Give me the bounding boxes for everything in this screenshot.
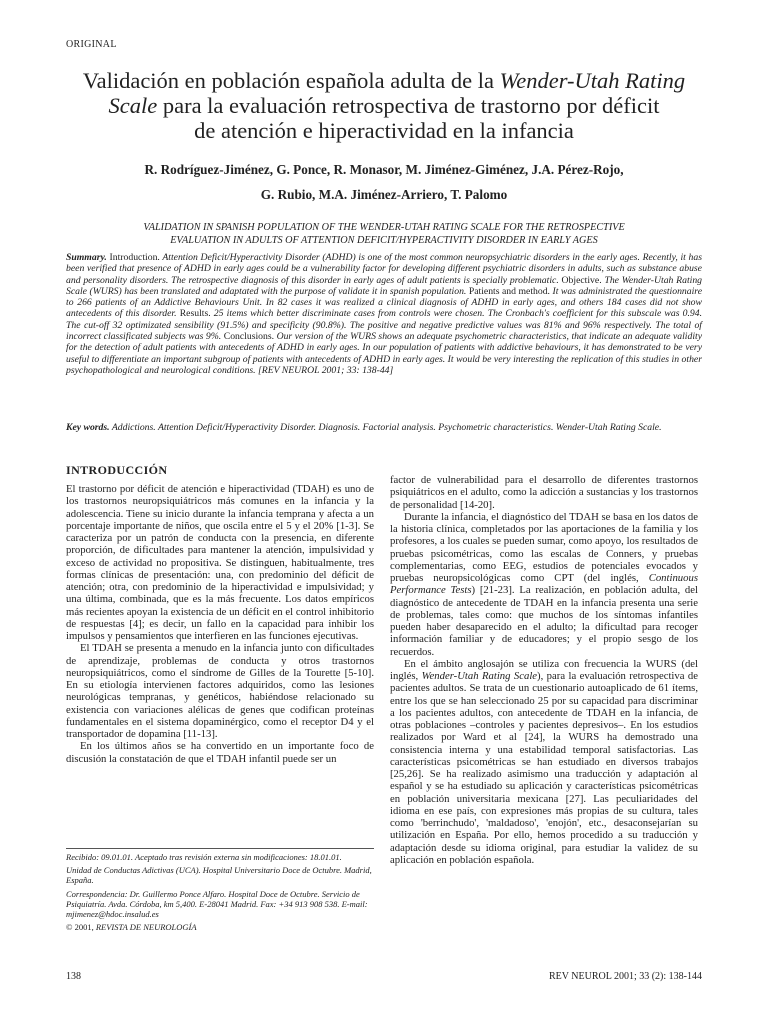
footnote-divider bbox=[66, 848, 374, 849]
received-note: Recibido: 09.01.01. Aceptado tras revisión externa sin modificaciones: 18.01.01. bbox=[66, 852, 342, 862]
conclusions-text: Our version of the WURS shows an adequate psychometric characteristics, that indicate an adequate validity for the detection of adult patients with antecedents of ADHD in early ages. In our population of patients with addictive behaviours, it has demonstrated to be very useful to differentiate an important subgroup of patients with antecedents of ADHD in early ages. It would be very interesting the replication of this studies in other psychopathological and neurological conditions. [REV NEUROL 2001; 33: 138-44] bbox=[66, 331, 703, 376]
paragraph-text: Durante la infancia, el diagnóstico del TDAH se basa en los datos de la historia clínica, completados por las aportaciones de la familia y los profesores, a los cuales se pueden sumar, como apoyo, los resultados de pruebas psicométricas, como las escalas de Conners, y pruebas complementarias, como EEG, estudios de potenciales evocados y pruebas neuropsicológicas como CPT (del inglés, bbox=[390, 510, 698, 584]
left-column bbox=[66, 462, 374, 765]
authors-line1: R. Rodríguez-Jiménez, G. Ponce, R. Monasor, M. Jiménez-Giménez, J.A. Pérez-Rojo, bbox=[144, 162, 624, 177]
paragraph-text: ), para la evaluación retrospectiva de pacientes adultos. Se trata de un cuestionario autoaplicado de 61 ítems, entre los que se han seleccionado 25 por su capacidad para discriminar a los pacientes adultos, con antecedente de TDAH en la infancia, de otras poblaciones –controles y pacientes depresivos–. En los estudios realizados por Ward et al [24], la WURS ha demostrado una consistencia interna y una estabilidad temporal satisfactorias. Las características psicométricas se han estudiado en diversos trabajos [25,26]. Se ha realizado asimismo una traducción y adaptación al español y se ha estudiado su aplicación y características psicométricas en población universitaria mexicana [27]. Las peculiaridades del idioma en ese país, con expresiones más propias de su cultura, tales como 'berrinchudo', 'maldadoso', 'enojón', etc., desaconsejarían su utilización en España. Por ello, hemos procedido a su traducción y adaptación desde su idioma original, para estudiar la validez de su aplicación en población española. bbox=[390, 670, 698, 866]
keywords-text: Addictions. Attention Deficit/Hyperactivity Disorder. Diagnosis. Factorial analysis. Psychometric characteristics. Wender-Utah Rating Scale. bbox=[111, 422, 662, 433]
conclusions-label: Conclusions. bbox=[223, 331, 275, 343]
summary-block bbox=[66, 252, 702, 376]
introduccion-heading: INTRODUCCIÓN bbox=[66, 463, 168, 477]
journal-reference: REV NEUROL 2001; 33 (2): 138-144 bbox=[548, 971, 702, 982]
paragraph-text: ) [21-23]. La realización, en población adulta, del diagnóstico de antecedente de TDAH en la infancia presenta una serie de problemas, tales como: que muchos de los síntomas infantiles pueden haber desaparecido en el adulto; la dificultad para recoger información familiar y de educadores; y el propio sesgo de los recuerdos. bbox=[390, 584, 698, 658]
paragraph-italic: Continuous Performance Tests bbox=[390, 572, 698, 597]
objective-label: Objective. bbox=[561, 274, 602, 286]
title-line2-text: para la evaluación retrospectiva de trastorno por déficit bbox=[157, 93, 660, 118]
paragraph: En los últimos años se ha convertido en un importante foco de discusión la constatación de que el TDAH infantil puede ser un bbox=[66, 740, 374, 765]
english-title-line1: VALIDATION IN SPANISH POPULATION OF THE WENDER-UTAH RATING SCALE FOR THE RETROSPECTIVE bbox=[143, 222, 625, 233]
right-column bbox=[390, 474, 698, 866]
paragraph bbox=[390, 658, 698, 866]
results-label: Results. bbox=[179, 308, 211, 320]
footnotes bbox=[66, 852, 374, 935]
introduction-text: Attention Deficit/Hyperactivity Disorder (ADHD) is one of the most common neuropsychiatric disorders in the early ages. Recently, it has been verified that presence of ADHD in early ages could be a vulnerability factor for developing different psychiatric disorders in adults, such as substance abuse and personality disorders. The retrospective diagnosis of this disorder in early ages of adult patients is specially problematic. bbox=[66, 252, 703, 286]
english-title bbox=[66, 222, 702, 247]
paragraph-text: En el ámbito anglosajón se utiliza con frecuencia la WURS (del inglés, bbox=[390, 657, 698, 682]
introduction-label: Introduction. bbox=[109, 252, 160, 263]
title-line1-italic: Wender-Utah Rating bbox=[499, 68, 686, 93]
copyright-note bbox=[66, 922, 374, 932]
title-line2-italic: Scale bbox=[108, 93, 158, 118]
methods-text: It was administrated the questionnaire to 266 patients of an Addictive Behaviours Unit. In 82 cases it was realized a clinical diagnosis of ADHD in early ages, and others 184 cases did not show antecedents of this disorder. bbox=[66, 285, 702, 320]
author-list bbox=[60, 157, 708, 207]
copyright-journal: REVISTA DE NEUROLOGÍA bbox=[95, 922, 197, 933]
keywords-block bbox=[66, 422, 702, 433]
article-title bbox=[60, 68, 708, 143]
objective-text: The Wender-Utah Rating Scale (WURS) has been translated and adaptated with the purpose of validate it in spanish population. bbox=[66, 274, 703, 297]
paragraph-italic: Wender-Utah Rating Scale bbox=[421, 670, 538, 682]
paragraph bbox=[390, 511, 698, 658]
correspondence-note: Correspondencia: Dr. Guillermo Ponce Alfaro. Hospital Doce de Octubre. Servicio de Psiquiatría. Avda. Córdoba, km 5,400. E-28041 Madrid. Fax: +34 913 908 538. E-mail: mjimenez@hdoc.insalud.es bbox=[66, 888, 368, 920]
methods-label: Patients and method. bbox=[468, 285, 550, 297]
authors-line2: G. Rubio, M.A. Jiménez-Arriero, T. Palomo bbox=[260, 187, 508, 202]
paragraph: El trastorno por déficit de atención e hiperactividad (TDAH) es uno de los trastornos neuropsiquiátricos más comunes en la infancia y la adolescencia. Tiene su inicio durante la infancia temprana y afecta a un porcentaje importante de niños, que oscila entre el 5 y el 20% [1-3]. Se caracteriza por un patrón de conducta con la presencia, en diferente proporción, de dificultades para mantener la atención, impulsividad y exceso de actividad no propositiva. Se distinguen, habitualmente, tres formas clínicas de presentación: una, con predominio del déficit de atención; otra, con predominio de la hiperactividad e impulsividad; y una última, combinada, que es la más frecuente. Los datos empíricos más recientes apoyan la existencia de un déficit en el control inhibitorio de respuestas [4]; es decir, un fallo en la capacidad para inhibir los impulsos y pensamientos que interfieren en las funciones ejecutivas. bbox=[66, 483, 374, 642]
affiliation-note: Unidad de Conductas Adictivas (UCA). Hospital Universitario Doce de Octubre. Madrid, España. bbox=[66, 865, 372, 886]
english-title-line2: EVALUATION IN ADULTS OF ATTENTION DEFICIT/HYPERACTIVITY DISORDER IN EARLY AGES bbox=[170, 234, 598, 246]
title-line1-text: Validación en población española adulta de la bbox=[82, 68, 500, 93]
title-line3: de atención e hiperactividad en la infancia bbox=[194, 118, 574, 143]
page-number: 138 bbox=[66, 971, 81, 982]
paragraph: factor de vulnerabilidad para el desarrollo de diferentes trastornos psiquiátricos en el adulto, como la adicción a sustancias y los trastornos de personalidad [14-20]. bbox=[390, 474, 698, 511]
copyright-text: © 2001, bbox=[66, 922, 96, 933]
section-label: ORIGINAL bbox=[66, 39, 117, 50]
keywords-label: Key words. bbox=[66, 422, 110, 433]
paragraph: El TDAH se presenta a menudo en la infancia junto con dificultades de aprendizaje, problemas de conducta y otros trastornos neuropsiquiátricos, como el síndrome de Gilles de la Tourette [5-10]. En su etiología intervienen factores adquiridos, como las lesiones neurológicas tempranas, y genéticos, habiéndose relacionado su existencia con variaciones alélicas de genes que codifican proteínas fundamentales en el sistema dopaminérgico, como el receptor D4 y el transportador de dopamina [11-13]. bbox=[66, 642, 374, 740]
summary-label: Summary. bbox=[66, 252, 107, 263]
results-text: 25 items which better discriminate cases from controls were chosen. The Cronbach's coefficient for this subscale was 0.94. The cut-off 32 optimizated sensibility (91.5%) and specificity (90.8%). The positive and negative predictive values was 81% and 96% respectively. The total of incorrect classificated subjects was 9%. bbox=[66, 308, 702, 343]
